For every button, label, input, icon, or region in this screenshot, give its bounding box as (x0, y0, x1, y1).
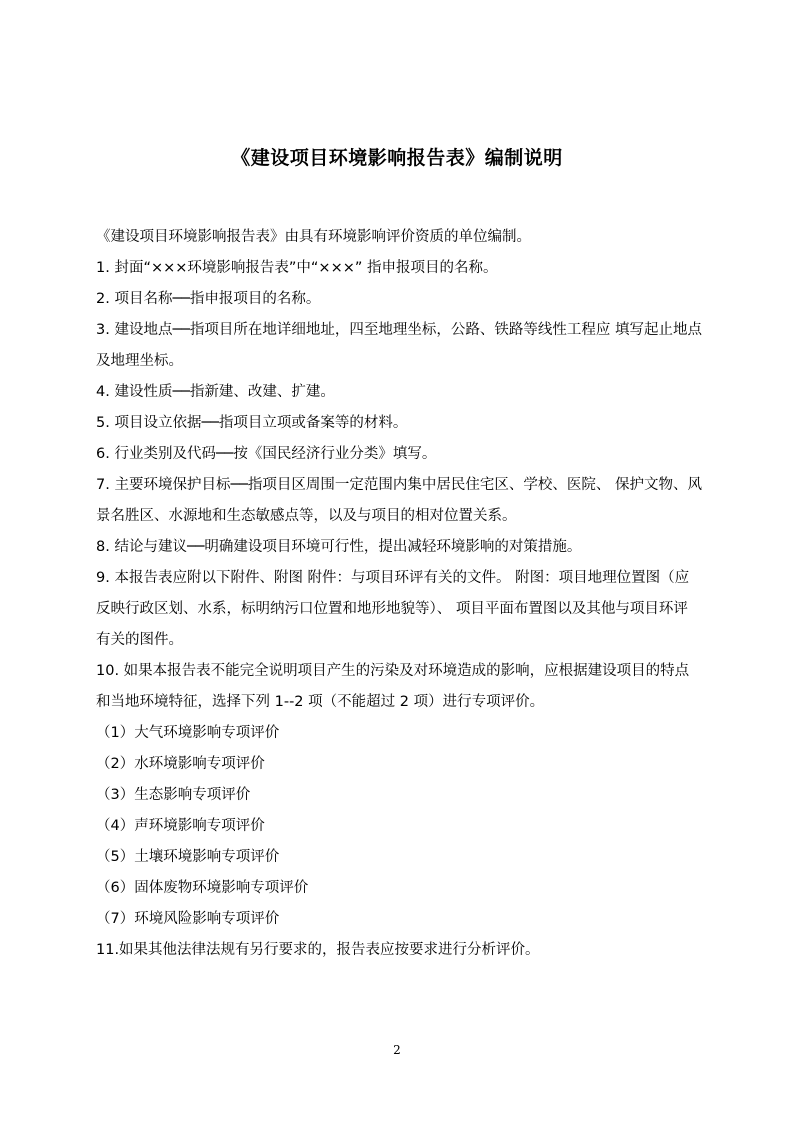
page-number: 2 (393, 1043, 401, 1057)
paragraph-item-11: 11.如果其他法律法规有另行要求的，报告表应按要求进行分析评价。 (96, 942, 540, 958)
paragraph-item-10: 10. 如果本报告表不能完全说明项目产生的污染及对环境造成的影响，应根据建设项目的特点和当地环境特征，选择下列 1--2 项（不能超过 2 项）进行专项评价。 (96, 663, 690, 710)
paragraph-item-9: 9. 本报告表应附以下附件、附图 附件：与项目环评有关的文件。 附图：项目地理位置图（应反映行政区划、水系，标明纳污口位置和地形地貌等）、 项目平面布置图以及其他与项目环评有关的图件。 (96, 570, 690, 648)
paragraph-item-6: 6. 行业类别及代码──按《国民经济行业分类》填写。 (96, 446, 437, 462)
paragraph-item-3: 3. 建设地点──指项目所在地详细地址，四至地理坐标，公路、铁路等线性工程应 填写起止地点及地理坐标。 (96, 322, 703, 369)
paragraph-item-5: 5. 项目设立依据──指项目立项或备案等的材料。 (96, 415, 408, 431)
document-title: 《建设项目环境影响报告表》编制说明 (231, 147, 563, 169)
sub-item-5: （5）土壤环境影响专项评价 (96, 849, 280, 865)
paragraph-intro: 《建设项目环境影响报告表》由具有环境影响评价资质的单位编制。 (96, 229, 531, 245)
paragraph-item-7: 7. 主要环境保护目标──指项目区周围一定范围内集中居民住宅区、学校、医院、 保护文物、风景名胜区、水源地和生态敏感点等，以及与项目的相对位置关系。 (96, 477, 703, 524)
paragraph-item-1: 1. 封面“×××环境影响报告表”中“×××” 指申报项目的名称。 (96, 260, 498, 276)
paragraph-item-8: 8. 结论与建议──明确建设项目环境可行性，提出减轻环境影响的对策措施。 (96, 539, 582, 555)
sub-item-7: （7）环境风险影响专项评价 (96, 911, 280, 927)
sub-item-3: （3）生态影响专项评价 (96, 787, 251, 803)
sub-item-1: （1）大气环境影响专项评价 (96, 725, 280, 741)
paragraph-item-4: 4. 建设性质──指新建、改建、扩建。 (96, 384, 335, 400)
sub-item-6: （6）固体废物环境影响专项评价 (96, 880, 309, 896)
document-body (96, 222, 702, 966)
sub-item-2: （2）水环境影响专项评价 (96, 756, 265, 772)
paragraph-item-2: 2. 项目名称──指申报项目的名称。 (96, 291, 321, 307)
sub-item-4: （4）声环境影响专项评价 (96, 818, 265, 834)
